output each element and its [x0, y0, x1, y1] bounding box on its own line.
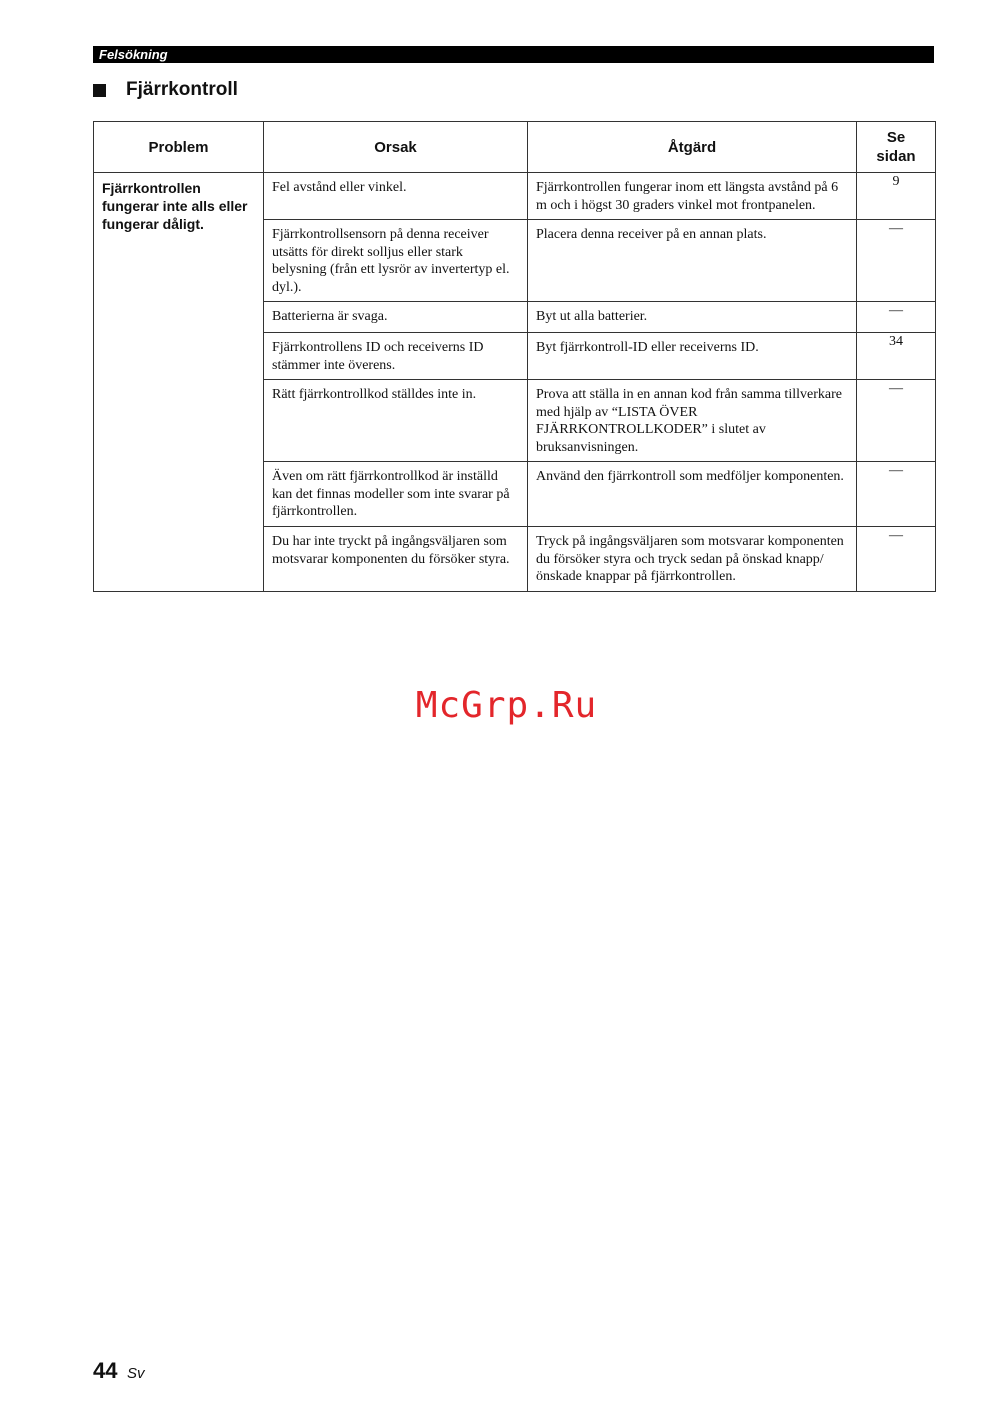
action-cell: Placera denna receiver på en annan plats.	[528, 220, 857, 302]
header-page-text: Se sidan	[876, 129, 916, 165]
section-header-bar	[93, 46, 934, 63]
action-cell: Byt ut alla batterier.	[528, 302, 857, 333]
cause-cell: Du har inte tryckt på ingångsväljaren som motsvarar komponenten du försöker styra.	[264, 527, 528, 592]
cause-cell: Fjärrkontrollens ID och receiverns ID stämmer inte överens.	[264, 333, 528, 380]
page-cell: —	[857, 220, 936, 302]
page-cell: —	[857, 380, 936, 462]
cause-cell: Fel avstånd eller vinkel.	[264, 173, 528, 220]
action-cell: Prova att ställa in en annan kod från samma tillverkare med hjälp av “LISTA ÖVER FJÄRRKONTROLLKODER” i slutet av bruksanvisningen.	[528, 380, 857, 462]
action-cell: Byt fjärrkontroll-ID eller receiverns ID.	[528, 333, 857, 380]
page-cell: 34	[857, 333, 936, 380]
page-title-text: Fjärrkontroll	[126, 79, 238, 100]
table-header-row	[94, 122, 936, 173]
cause-cell: Rätt fjärrkontrollkod ställdes inte in.	[264, 380, 528, 462]
section-label: Felsökning	[99, 47, 168, 62]
table-row	[94, 173, 936, 220]
action-cell: Använd den fjärrkontroll som medföljer komponenten.	[528, 462, 857, 527]
cause-cell: Batterierna är svaga.	[264, 302, 528, 333]
page-title	[93, 78, 238, 102]
page-cell: 9	[857, 173, 936, 220]
page-cell: —	[857, 527, 936, 592]
action-cell: Tryck på ingångsväljaren som motsvarar komponenten du försöker styra och tryck sedan på önskad knapp/önskade knappar på fjärrkontrollen.	[528, 527, 857, 592]
cause-cell: Även om rätt fjärrkontrollkod är inställd kan det finnas modeller som inte svarar på fjärrkontrollen.	[264, 462, 528, 527]
page-cell: —	[857, 462, 936, 527]
header-page	[857, 122, 936, 173]
page-number: 44	[93, 1358, 118, 1383]
troubleshooting-table	[93, 121, 936, 592]
header-cause: Orsak	[264, 122, 528, 173]
header-problem: Problem	[94, 122, 264, 173]
problem-cell: Fjärrkontrollen fungerar inte alls eller fungerar dåligt.	[94, 173, 264, 592]
cause-cell: Fjärrkontrollsensorn på denna receiver utsätts för direkt solljus eller stark belysning (från ett lysrör av invertertyp el. dyl.).	[264, 220, 528, 302]
action-cell: Fjärrkontrollen fungerar inom ett längsta avstånd på 6 m och i högst 30 graders vinkel mot frontpanelen.	[528, 173, 857, 220]
square-bullet-icon	[93, 84, 106, 97]
header-action: Åtgärd	[528, 122, 857, 173]
watermark: McGrp.Ru	[415, 685, 598, 726]
language-code: Sv	[127, 1365, 145, 1382]
page-cell: —	[857, 302, 936, 333]
